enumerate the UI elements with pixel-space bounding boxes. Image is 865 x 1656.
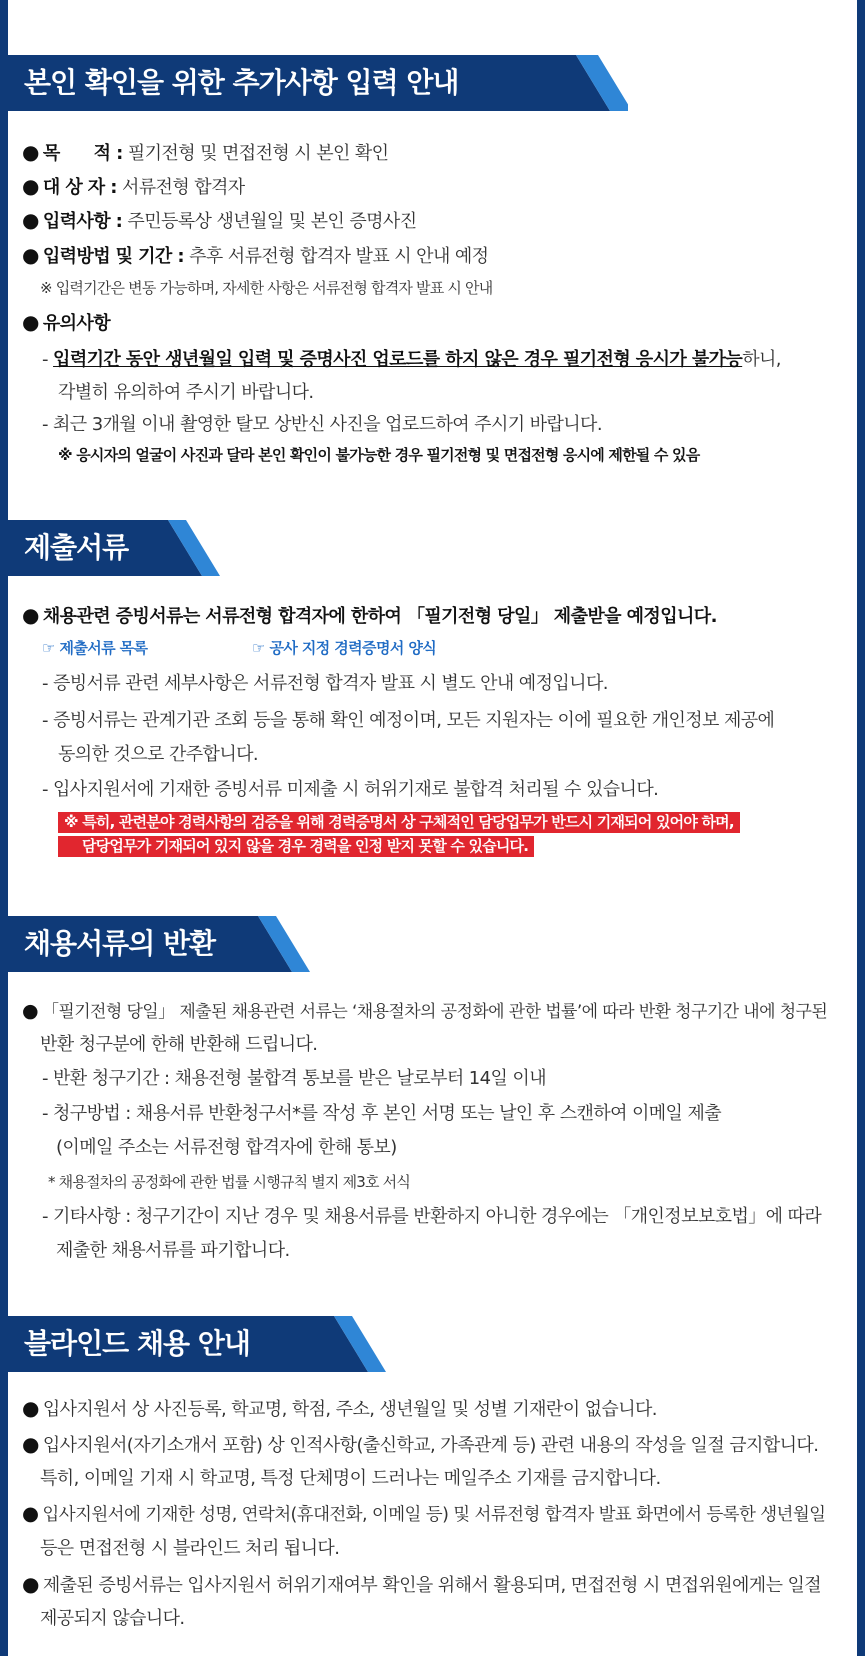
caution-note: ※ 응시자의 얼굴이 사진과 달라 본인 확인이 불가능한 경우 필기전형 및 면접전형 응시에 제한될 수 있음	[58, 446, 700, 464]
warning-highlight-2: 담당업무가 기재되어 있지 않을 경우 경력을 인정 받지 못할 수 있습니다.	[58, 836, 534, 857]
section-banner	[8, 916, 857, 972]
bullet-icon: ●	[22, 1572, 39, 1596]
blind-item-1	[22, 1396, 657, 1422]
caution-1-cont: 각별히 유의하여 주시기 바랍니다.	[58, 382, 314, 403]
bullet-icon: ●	[22, 310, 39, 334]
bullet-icon: ●	[22, 1000, 38, 1022]
link-document-list[interactable]: ☞ 제출서류 목록	[42, 639, 148, 657]
section-title: 블라인드 채용 안내	[24, 1327, 250, 1360]
section-identity	[8, 55, 857, 111]
page-frame-left	[0, 0, 8, 1656]
method-note: ※ 입력기간은 변동 가능하며, 자세한 사항은 서류전형 합격자 발표 시 안내	[40, 279, 493, 297]
warning-highlight-1: ※ 특히, 관련분야 경력사항의 검증을 위해 경력증명서 상 구체적인 담당업무가 반드시 기재되어 있어야 하며,	[58, 812, 740, 833]
blind-item-2-cont: 특히, 이메일 기재 시 학교명, 특정 단체명이 드러나는 메일주소 기재를 금지합니다.	[40, 1468, 661, 1489]
documents-detail-1: - 증빙서류 관련 세부사항은 서류전형 합격자 발표 시 별도 안내 예정입니다.	[42, 673, 608, 694]
documents-main	[22, 603, 717, 629]
blind-item-4-cont: 제공되지 않습니다.	[40, 1608, 185, 1629]
purpose-value: 필기전형 및 면접전형 시 본인 확인	[122, 143, 389, 164]
return-main-text: 「필기전형 당일」 제출된 채용관련 서류는 ‘채용절차의 공정화에 관한 법률’에 따라 반환 청구기간 내에 청구된	[41, 1002, 828, 1022]
items-value: 주민등록상 생년월일 및 본인 증명사진	[122, 211, 417, 232]
blind-item-3-text: 입사지원서에 기재한 성명, 연락처(휴대전화, 이메일 등) 및 서류전형 합격자 발표 화면에서 등록한 생년월일	[42, 1505, 826, 1525]
items-row	[22, 208, 417, 234]
section-title: 채용서류의 반환	[24, 927, 216, 960]
return-detail-2-cont: (이메일 주소는 서류전형 합격자에 한해 통보)	[56, 1137, 397, 1158]
link-career-certificate-form[interactable]: ☞ 공사 지정 경력증명서 양식	[252, 639, 437, 657]
bullet-icon: ●	[22, 603, 39, 627]
caution-1	[42, 348, 781, 372]
return-detail-3-cont: 제출한 채용서류를 파기합니다.	[56, 1240, 290, 1261]
return-note: * 채용절차의 공정화에 관한 법률 시행규칙 별지 제3호 서식	[48, 1173, 411, 1191]
return-main-cont: 반환 청구분에 한해 반환해 드립니다.	[40, 1034, 318, 1055]
bullet-icon: ●	[22, 1432, 39, 1456]
documents-detail-2-cont: 동의한 것으로 간주합니다.	[58, 744, 259, 765]
bullet-icon: ●	[22, 174, 39, 198]
target-row	[22, 174, 245, 200]
bullet-icon: ●	[22, 208, 39, 232]
return-detail-3: - 기타사항 : 청구기간이 지난 경우 및 채용서류를 반환하지 아니한 경우에는 「개인정보보호법」에 따라	[42, 1206, 822, 1227]
return-main	[22, 999, 827, 1024]
section-title: 본인 확인을 위한 추가사항 입력 안내	[24, 66, 459, 99]
caution-1-rest: 하니,	[742, 349, 781, 370]
section-banner	[8, 1316, 857, 1372]
blind-item-1-text: 입사지원서 상 사진등록, 학교명, 학점, 주소, 생년월일 및 성별 기재란이 없습니다.	[42, 1399, 657, 1420]
documents-main-text: 채용관련 증빙서류는 서류전형 합격자에 한하여 「필기전형 당일」 제출받을 예정입니다.	[42, 606, 717, 627]
dash: -	[42, 349, 54, 370]
return-detail-1: - 반환 청구기간 : 채용전형 불합격 통보를 받은 날로부터 14일 이내	[42, 1068, 546, 1089]
caution-row	[22, 310, 110, 336]
bullet-icon: ●	[22, 1396, 39, 1420]
method-row	[22, 243, 488, 269]
section-documents	[8, 520, 857, 576]
section-banner	[8, 55, 857, 111]
purpose-row	[22, 140, 388, 166]
section-title: 제출서류	[24, 531, 129, 564]
documents-detail-3: - 입사지원서에 기재한 증빙서류 미제출 시 허위기재로 불합격 처리될 수 있습니다.	[42, 779, 659, 800]
method-value: 추후 서류전형 합격자 발표 시 안내 예정	[183, 246, 489, 267]
section-banner	[8, 520, 857, 576]
blind-item-2-text: 입사지원서(자기소개서 포함) 상 인적사항(출신학교, 가족관계 등) 관련 내용의 작성을 일절 금지합니다.	[42, 1435, 819, 1456]
blind-item-4-text: 제출된 증빙서류는 입사지원서 허위기재여부 확인을 위해서 활용되며, 면접전형 시 면접위원에게는 일절	[42, 1575, 822, 1596]
bullet-icon: ●	[22, 1502, 39, 1525]
blind-item-3	[22, 1502, 825, 1527]
target-value: 서류전형 합격자	[116, 177, 245, 198]
caution-1-emphasis: 입력기간 동안 생년월일 입력 및 증명사진 업로드를 하지 않은 경우 필기전형 응시가 불가능	[53, 349, 743, 370]
section-return	[8, 916, 857, 972]
bullet-icon: ●	[22, 140, 39, 164]
blind-item-3-cont: 등은 면접전형 시 블라인드 처리 됩니다.	[40, 1538, 340, 1559]
caution-label: 유의사항	[42, 313, 111, 334]
blind-item-2	[22, 1432, 818, 1458]
documents-detail-2: - 증빙서류는 관계기관 조회 등을 통해 확인 예정이며, 모든 지원자는 이에 필요한 개인정보 제공에	[42, 710, 775, 731]
return-detail-2: - 청구방법 : 채용서류 반환청구서*를 작성 후 본인 서명 또는 날인 후 스캔하여 이메일 제출	[42, 1103, 722, 1124]
purpose-label: 목 적 :	[42, 143, 123, 164]
section-blind	[8, 1316, 857, 1372]
page-frame-right	[857, 0, 865, 1656]
blind-item-4	[22, 1572, 821, 1598]
caution-2: - 최근 3개월 이내 촬영한 탈모 상반신 사진을 업로드하여 주시기 바랍니다.	[42, 414, 602, 435]
bullet-icon: ●	[22, 243, 39, 267]
method-label: 입력방법 및 기간 :	[42, 246, 184, 267]
items-label: 입력사항 :	[42, 211, 123, 232]
target-label: 대 상 자 :	[42, 177, 117, 198]
